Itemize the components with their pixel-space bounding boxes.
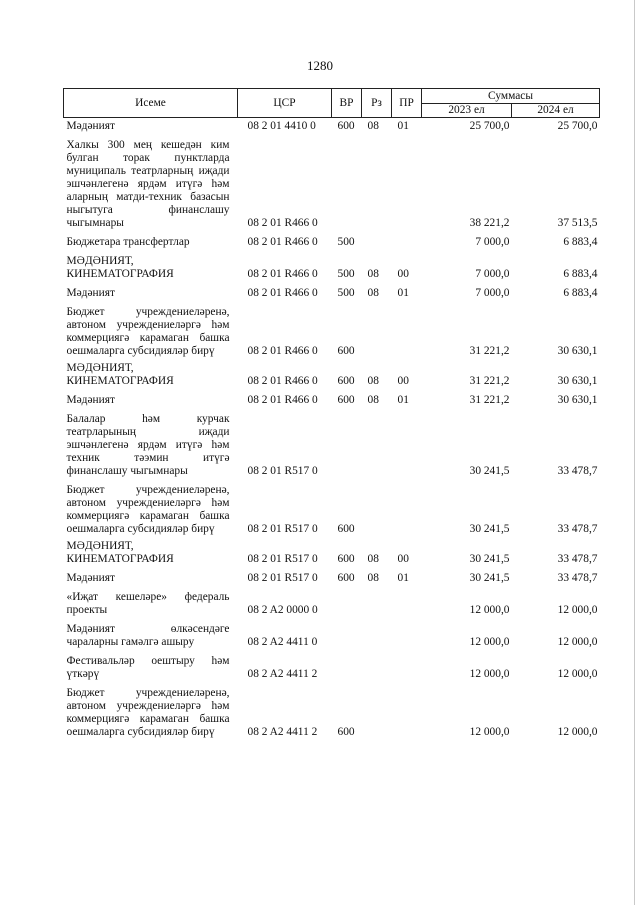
table-row <box>64 568 600 587</box>
row-sum-2024: 33 478,7 <box>557 465 598 477</box>
row-name: Балалар һәм курчак театрларының иҗади эшчәнлегенә ярдәм итүгә һәм техник тәэмин итүгә финанслашу чыгымнары <box>66 413 230 477</box>
row-sum-2024: 12 000,0 <box>557 726 598 738</box>
header-year-2024: 2024 ел <box>512 104 600 118</box>
row-csr: 08 2 A2 4411 2 <box>247 668 318 680</box>
row-sum-2024: 6 883,4 <box>563 287 598 299</box>
header-name: Исеме <box>64 89 238 118</box>
row-csr: 08 2 A2 4411 0 <box>247 636 318 648</box>
header-year-2023: 2023 ел <box>422 104 512 118</box>
row-pr <box>392 587 422 619</box>
row-vr: 600 <box>337 523 355 535</box>
table-row <box>64 283 600 302</box>
row-vr <box>332 409 362 480</box>
row-csr: 08 2 01 4410 0 <box>247 120 316 132</box>
row-rz <box>362 651 392 683</box>
header-sums: Суммасы <box>422 89 600 104</box>
header-rz: Рз <box>362 89 392 118</box>
table-row <box>64 390 600 409</box>
row-vr: 600 <box>337 726 355 738</box>
row-rz <box>362 683 392 741</box>
table-body <box>64 118 600 742</box>
row-sum-2023: 30 241,5 <box>469 523 510 535</box>
row-rz <box>362 480 392 538</box>
table-row <box>64 480 600 538</box>
row-name: «Иҗат кешеләре» федераль проекты <box>66 591 230 616</box>
table-row <box>64 118 600 136</box>
row-vr: 600 <box>337 375 355 387</box>
header-vr: ВР <box>332 89 362 118</box>
page-edge-divider <box>634 0 635 905</box>
row-csr: 08 2 01 R466 0 <box>247 375 318 387</box>
row-vr <box>332 619 362 651</box>
row-pr: 00 <box>397 553 409 565</box>
row-sum-2024: 30 630,1 <box>557 345 598 357</box>
row-name: Мәдәният <box>66 120 115 132</box>
row-rz <box>362 619 392 651</box>
table-row <box>64 538 600 568</box>
row-pr: 00 <box>397 268 409 280</box>
row-sum-2024: 25 700,0 <box>557 120 598 132</box>
table-row <box>64 135 600 232</box>
row-rz <box>362 232 392 251</box>
row-sum-2023: 12 000,0 <box>469 604 510 616</box>
table-row <box>64 587 600 619</box>
budget-table <box>63 88 600 741</box>
row-sum-2023: 30 241,5 <box>469 465 510 477</box>
row-name: Мәдәният <box>66 572 115 584</box>
row-sum-2023: 30 241,5 <box>469 553 510 565</box>
header-csr: ЦСР <box>238 89 332 118</box>
row-name: МӘДӘНИЯТ, КИНЕМАТОГРАФИЯ <box>66 540 174 565</box>
row-csr: 08 2 01 R466 0 <box>247 287 318 299</box>
row-sum-2024: 37 513,5 <box>557 217 598 229</box>
row-sum-2024: 30 630,1 <box>557 375 598 387</box>
row-rz <box>362 587 392 619</box>
row-sum-2023: 12 000,0 <box>469 636 510 648</box>
row-csr: 08 2 01 R466 0 <box>247 394 318 406</box>
row-vr: 500 <box>337 236 355 248</box>
row-sum-2023: 31 221,2 <box>469 375 510 387</box>
row-sum-2024: 12 000,0 <box>557 668 598 680</box>
row-pr <box>392 232 422 251</box>
row-name: МӘДӘНИЯТ, КИНЕМАТОГРАФИЯ <box>66 255 174 280</box>
row-sum-2024: 33 478,7 <box>557 553 598 565</box>
row-vr: 600 <box>337 394 355 406</box>
row-sum-2024: 6 883,4 <box>563 236 598 248</box>
row-sum-2024: 12 000,0 <box>557 636 598 648</box>
row-rz <box>362 409 392 480</box>
row-sum-2024: 12 000,0 <box>557 604 598 616</box>
row-rz: 08 <box>367 553 379 565</box>
row-sum-2024: 33 478,7 <box>557 523 598 535</box>
row-csr: 08 2 01 R517 0 <box>247 553 318 565</box>
row-pr <box>392 480 422 538</box>
row-sum-2023: 12 000,0 <box>469 668 510 680</box>
row-vr: 600 <box>337 345 355 357</box>
row-pr <box>392 302 422 360</box>
row-name: Халкы 300 мең кешедән ким булган торак пунктларда муниципаль театрларның иҗади эшчәнлегенә ярдәм итүгә һәм аларның матди-техник базасын ныгытуга финанслашу чыгымнары <box>66 139 230 229</box>
table-row <box>64 683 600 741</box>
table-header <box>64 89 600 118</box>
table-row <box>64 232 600 251</box>
row-name: Бюджет учреждениеләренә, автоном учреждениеләргә һәм коммерциягә карамаган башка оешмаларга субсидияләр бирү <box>66 687 230 738</box>
row-csr: 08 2 A2 4411 2 <box>247 726 318 738</box>
row-csr: 08 2 01 R517 0 <box>247 465 318 477</box>
table-row <box>64 651 600 683</box>
row-csr: 08 2 A2 0000 0 <box>247 604 318 616</box>
row-csr: 08 2 01 R466 0 <box>247 268 318 280</box>
row-vr <box>332 587 362 619</box>
row-vr: 600 <box>337 572 355 584</box>
row-pr: 00 <box>397 375 409 387</box>
row-rz: 08 <box>367 394 379 406</box>
row-vr: 600 <box>337 553 355 565</box>
row-sum-2023: 7 000,0 <box>475 287 510 299</box>
table-row <box>64 302 600 360</box>
row-rz: 08 <box>367 572 379 584</box>
row-pr <box>392 651 422 683</box>
row-name: Мәдәният өлкәсендәге чараларны гамәлгә ашыру <box>66 623 230 648</box>
row-pr: 01 <box>397 287 409 299</box>
row-csr: 08 2 01 R466 0 <box>247 236 318 248</box>
row-name: Мәдәният <box>66 394 115 406</box>
row-rz: 08 <box>367 120 379 132</box>
row-pr <box>392 409 422 480</box>
row-sum-2023: 12 000,0 <box>469 726 510 738</box>
row-vr: 500 <box>337 287 355 299</box>
row-csr: 08 2 01 R466 0 <box>247 345 318 357</box>
row-sum-2023: 7 000,0 <box>475 236 510 248</box>
row-vr <box>332 135 362 232</box>
row-csr: 08 2 01 R517 0 <box>247 523 318 535</box>
row-vr: 600 <box>337 120 355 132</box>
row-pr: 01 <box>397 120 409 132</box>
row-name: МӘДӘНИЯТ, КИНЕМАТОГРАФИЯ <box>66 362 174 387</box>
row-sum-2023: 31 221,2 <box>469 345 510 357</box>
row-sum-2024: 6 883,4 <box>563 268 598 280</box>
row-sum-2023: 30 241,5 <box>469 572 510 584</box>
table-row <box>64 409 600 480</box>
row-sum-2024: 33 478,7 <box>557 572 598 584</box>
row-pr <box>392 683 422 741</box>
row-name: Фестивальләр оештыру һәм үткәрү <box>66 655 230 680</box>
row-pr: 01 <box>397 394 409 406</box>
row-sum-2024: 30 630,1 <box>557 394 598 406</box>
row-rz <box>362 302 392 360</box>
row-sum-2023: 25 700,0 <box>469 120 510 132</box>
row-rz: 08 <box>367 268 379 280</box>
row-vr <box>332 651 362 683</box>
row-rz: 08 <box>367 375 379 387</box>
row-pr <box>392 135 422 232</box>
header-pr: ПР <box>392 89 422 118</box>
table-row <box>64 619 600 651</box>
row-sum-2023: 7 000,0 <box>475 268 510 280</box>
row-rz <box>362 135 392 232</box>
row-name: Бюджетара трансфертлар <box>66 236 190 248</box>
row-rz: 08 <box>367 287 379 299</box>
row-name: Бюджет учреждениеләренә, автоном учреждениеләргә һәм коммерциягә карамаган башка оешмаларга субсидияләр бирү <box>66 484 230 535</box>
table-row <box>64 251 600 283</box>
page-number: 1280 <box>307 58 333 73</box>
row-sum-2023: 38 221,2 <box>469 217 510 229</box>
row-pr: 01 <box>397 572 409 584</box>
row-pr <box>392 619 422 651</box>
row-name: Бюджет учреждениеләренә, автоном учреждениеләргә һәм коммерциягә карамаган башка оешмаларга субсидияләр бирү <box>66 306 230 357</box>
row-csr: 08 2 01 R517 0 <box>247 572 318 584</box>
row-name: Мәдәният <box>66 287 115 299</box>
row-sum-2023: 31 221,2 <box>469 394 510 406</box>
row-vr: 500 <box>337 268 355 280</box>
table-row <box>64 360 600 390</box>
row-csr: 08 2 01 R466 0 <box>247 217 318 229</box>
